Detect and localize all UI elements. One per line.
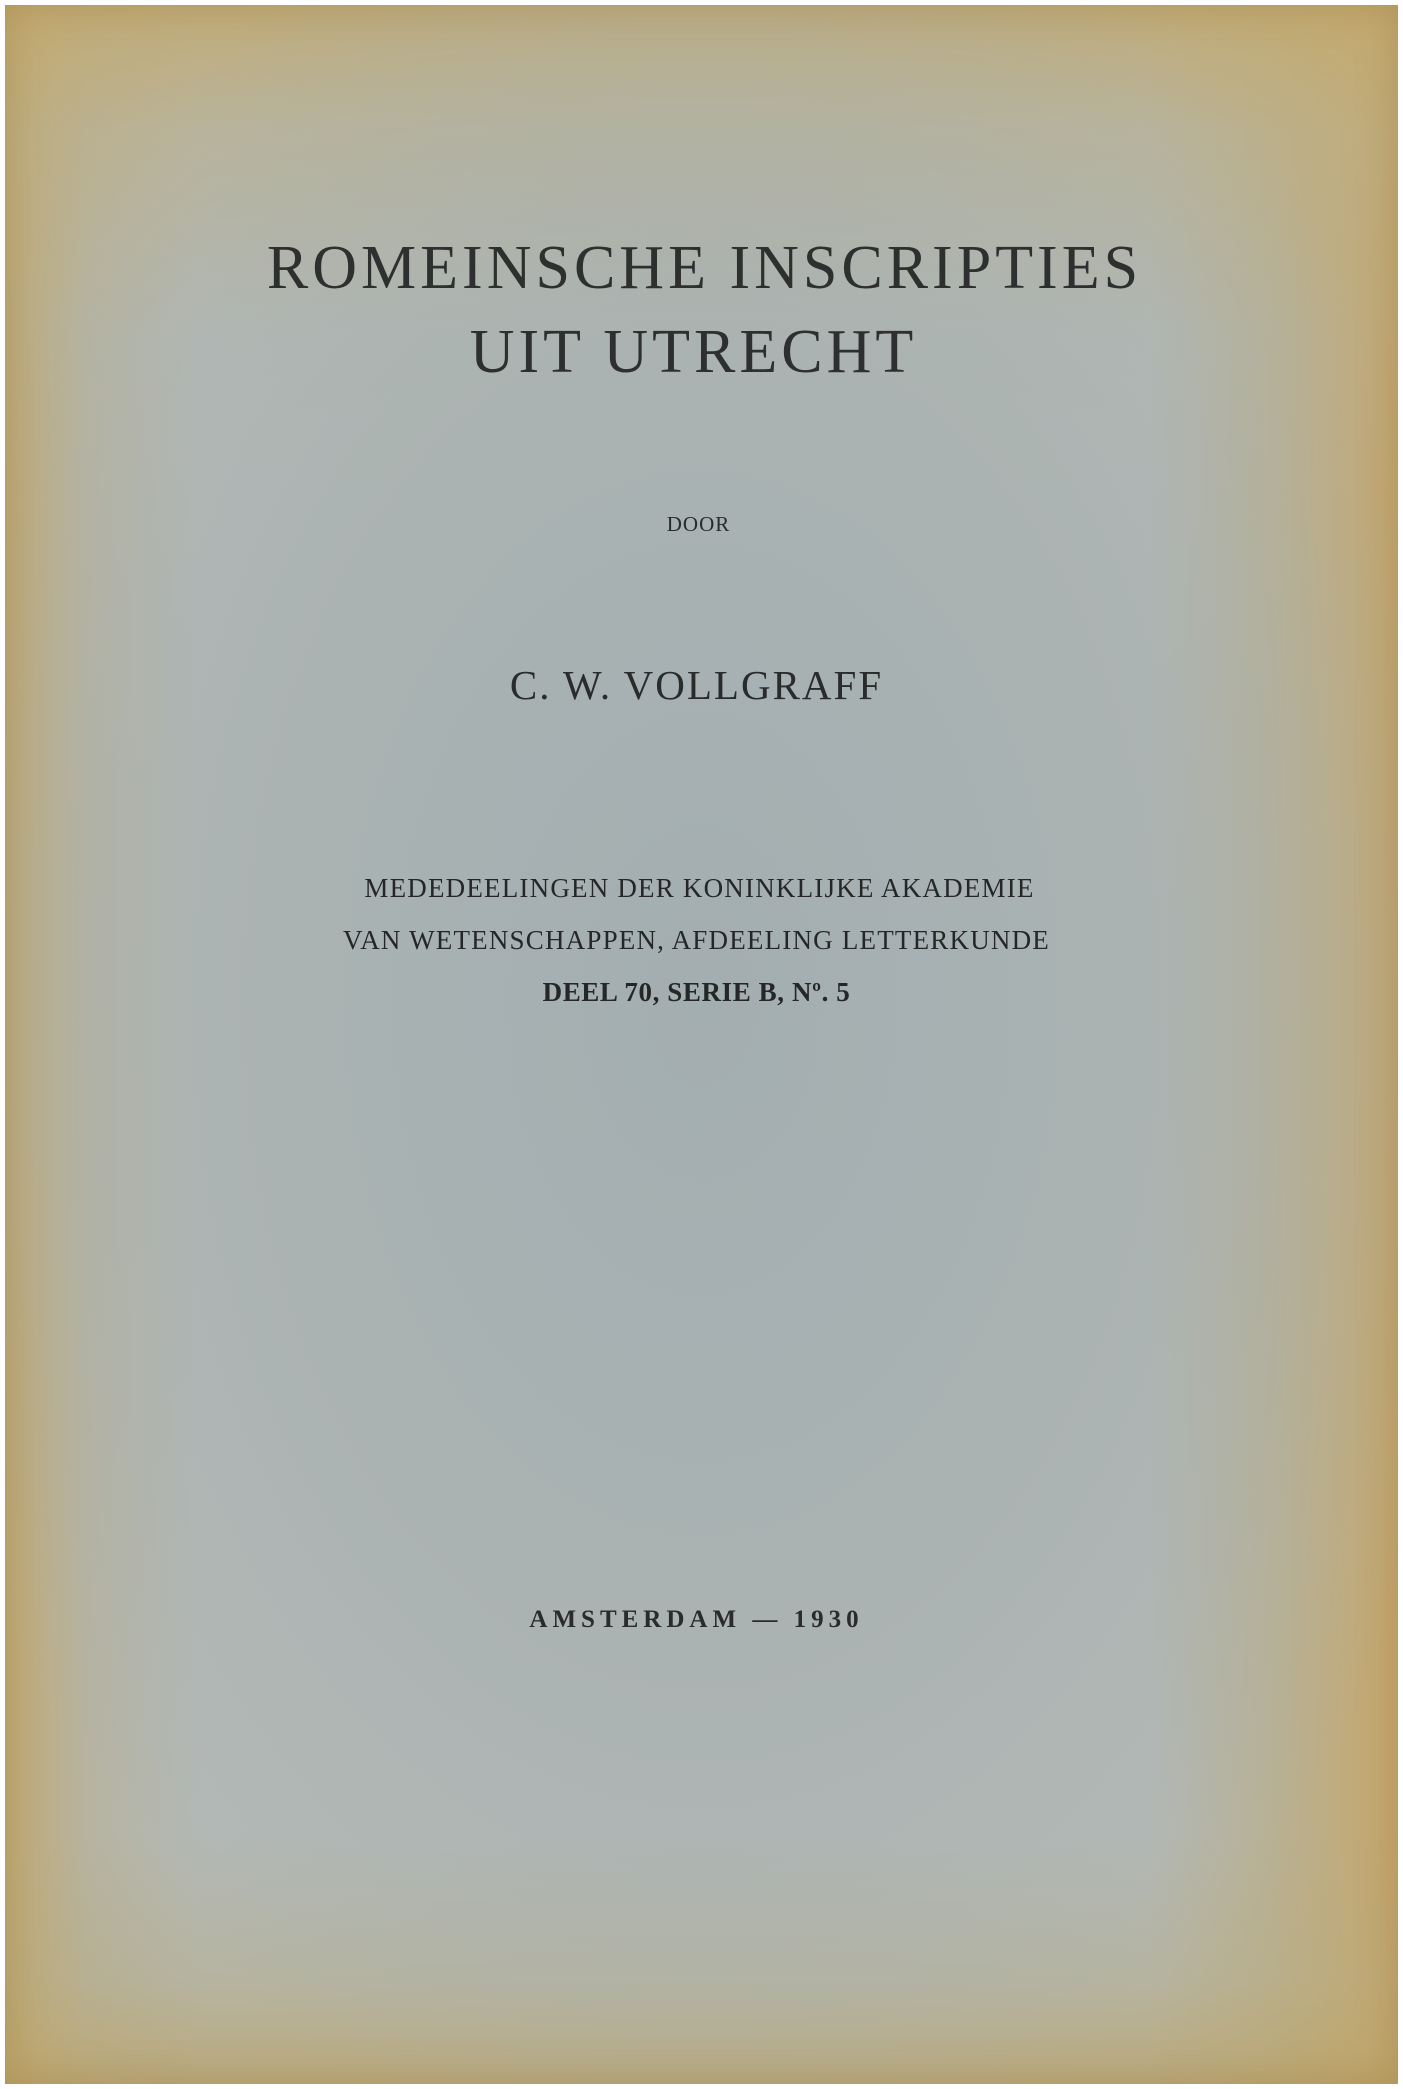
title-line-1: ROMEINSCHE INSCRIPTIES — [266, 234, 1143, 302]
book-cover — [5, 5, 1398, 2084]
by-label: DOOR — [666, 512, 731, 536]
series-line-2: VAN WETENSCHAPPEN, AFDEELING LETTERKUNDE — [343, 925, 1050, 955]
imprint: AMSTERDAM — 1930 — [529, 1606, 864, 1633]
title-line-2: UIT UTRECHT — [469, 318, 918, 386]
series-line-3: DEEL 70, SERIE B, Nº. 5 — [542, 977, 851, 1007]
author-name: C. W. VOLLGRAFF — [509, 662, 884, 708]
series-line-1: MEDEDEELINGEN DER KONINKLIJKE AKADEMIE — [364, 873, 1035, 903]
